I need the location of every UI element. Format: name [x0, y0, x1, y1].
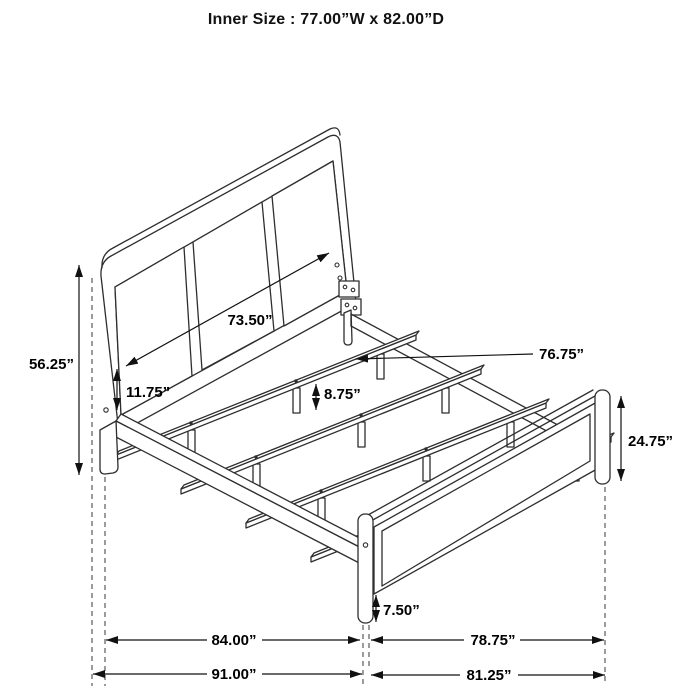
screw-dot: [424, 447, 427, 450]
page-title: Inner Size : 77.00”W x 82.00”D: [207, 11, 445, 28]
dim-headboard-width-label: 73.50”: [227, 312, 273, 329]
footboard-post-right: [595, 390, 610, 484]
screw-dot: [294, 379, 297, 382]
dim-inner-depth-label: 84.00”: [211, 632, 257, 649]
screw-dot: [189, 421, 192, 424]
slat-leg: [423, 456, 430, 481]
dim-footboard-height-label: 24.75”: [628, 433, 674, 450]
footboard-post-left: [358, 514, 373, 623]
slat-leg: [358, 422, 365, 447]
slat-leg: [293, 388, 300, 413]
headboard-leg-left: [100, 421, 118, 474]
dim-rail-height-label: 11.75”: [126, 384, 171, 401]
leg-bolt-hole: [104, 408, 108, 412]
dim-slat-support-height-label: 8.75”: [324, 386, 361, 403]
bed-drawing: [100, 128, 614, 623]
headboard-bracket-plate: [339, 281, 359, 297]
dim-footboard-leg-height-label: 7.50”: [383, 602, 420, 619]
dim-slat-length-label: 76.75”: [539, 346, 585, 363]
dim-outer-depth-label: 91.00”: [211, 666, 257, 683]
screw-dot: [254, 455, 257, 458]
slat-leg: [442, 388, 449, 413]
screw-dot: [319, 489, 322, 492]
dim-inner-width-footboard-label: 78.75”: [470, 632, 516, 649]
screw-dot: [359, 413, 362, 416]
dim-headboard-height-label: 56.25”: [28, 356, 74, 373]
side-rail-left-top: [116, 414, 371, 551]
dim-outer-width-label: 81.25”: [466, 667, 512, 684]
